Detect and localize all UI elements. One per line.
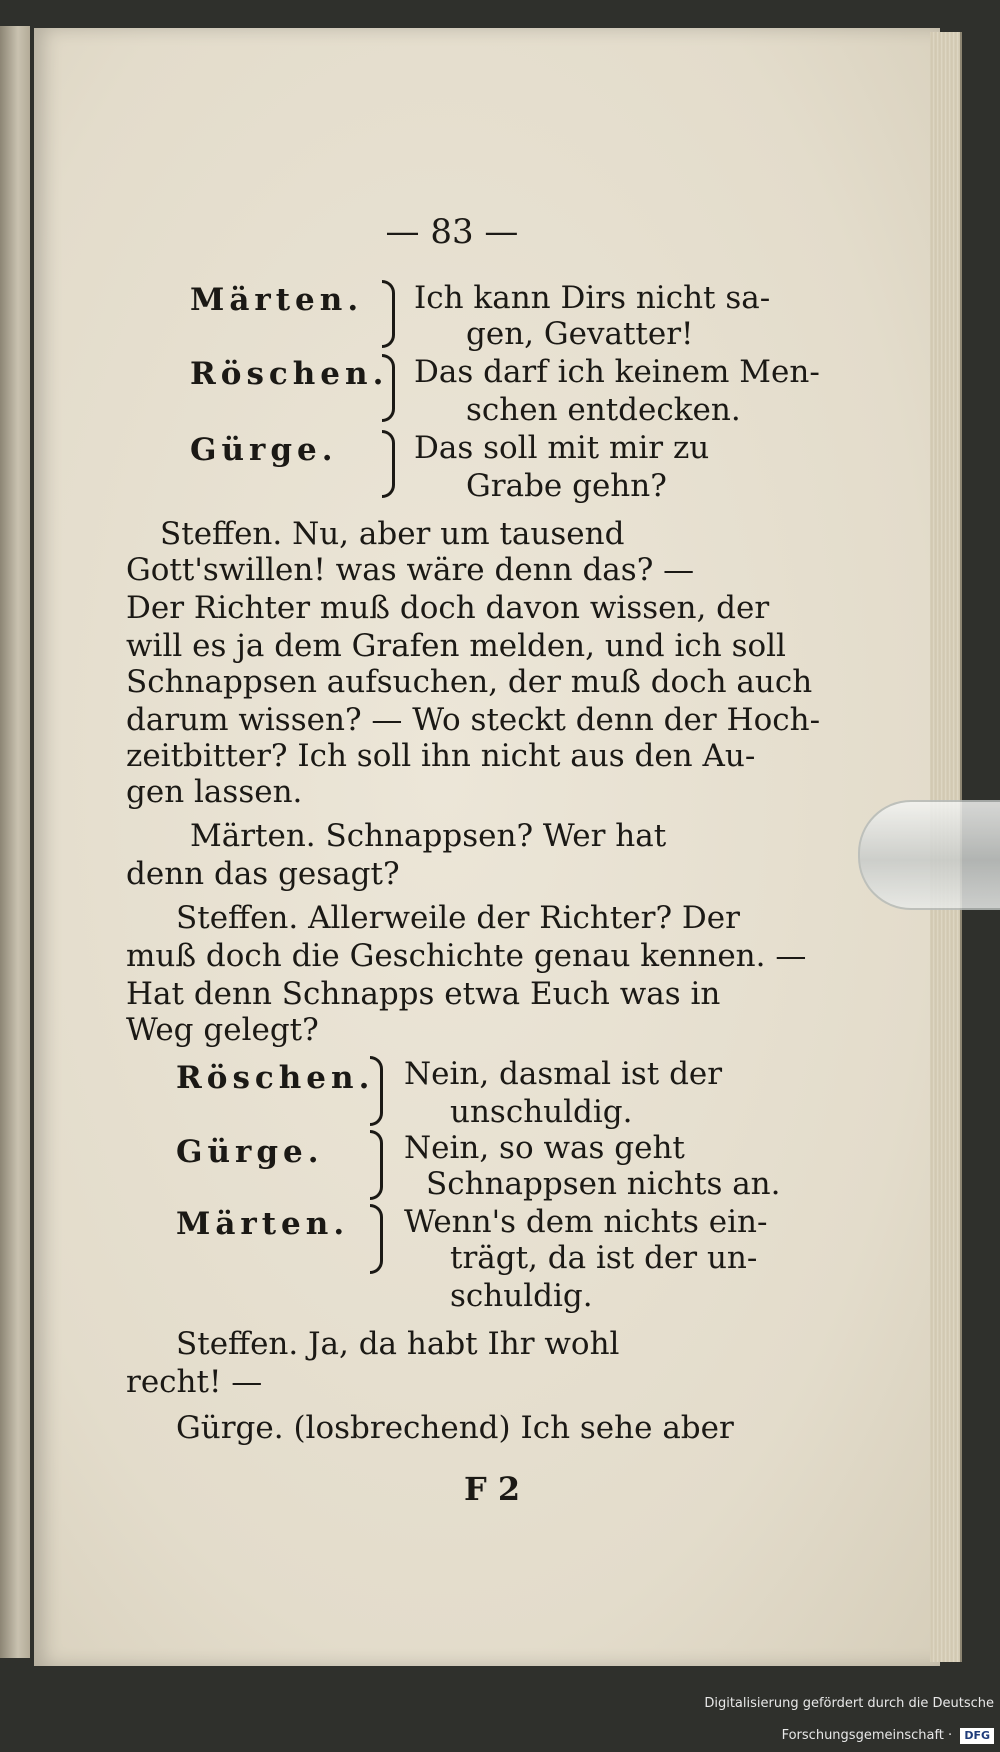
footer-text: Digitalisierung gefördert durch die Deutsche Forschungsgemeinschaft · bbox=[704, 1696, 994, 1743]
dialogue-line: zeitbitter? Ich soll ihn nicht aus den Au- bbox=[126, 738, 756, 774]
dialogue-line: darum wissen? — Wo steckt denn der Hoch- bbox=[126, 702, 821, 738]
dialogue-line: Grabe gehn? bbox=[466, 468, 667, 504]
bookmark-clip bbox=[858, 800, 1000, 910]
dialogue-line: Wenn's dem nichts ein- bbox=[404, 1204, 768, 1240]
dialogue-line: gen, Gevatter! bbox=[466, 316, 694, 352]
dialogue-line: schen entdecken. bbox=[466, 392, 741, 428]
brace bbox=[370, 1130, 383, 1200]
dialogue-line: unschuldig. bbox=[450, 1094, 633, 1130]
speaker-guerge: Gürge. bbox=[190, 432, 338, 468]
dialogue-line: Nein, so was geht bbox=[404, 1130, 685, 1166]
footer-credit bbox=[594, 1688, 1000, 1743]
dialogue-line: recht! — bbox=[126, 1364, 263, 1400]
page-number: — 83 — bbox=[385, 212, 519, 252]
brace bbox=[370, 1204, 383, 1274]
dialogue-line: Das darf ich keinem Men- bbox=[414, 354, 820, 390]
signature-mark: F 2 bbox=[464, 1470, 521, 1508]
dialogue-line: Weg gelegt? bbox=[126, 1012, 319, 1048]
dialogue-line: trägt, da ist der un- bbox=[450, 1240, 758, 1276]
brace bbox=[370, 1056, 383, 1126]
dialogue-line: Das soll mit mir zu bbox=[414, 430, 710, 466]
dialogue-line: muß doch die Geschichte genau kennen. — bbox=[126, 938, 807, 974]
brace bbox=[382, 354, 395, 422]
dialogue-line: Schnappsen nichts an. bbox=[426, 1166, 781, 1202]
dialogue-line: schuldig. bbox=[450, 1278, 593, 1314]
speaker-maerten: Märten. bbox=[190, 282, 364, 318]
speaker-guerge: Gürge. bbox=[176, 1134, 324, 1170]
dialogue-line: Steffen. Allerweile der Richter? Der bbox=[176, 900, 740, 936]
dialogue-line: gen lassen. bbox=[126, 774, 303, 810]
dialogue-line: Steffen. Nu, aber um tausend bbox=[160, 516, 625, 552]
dialogue-line: denn das gesagt? bbox=[126, 856, 400, 892]
dialogue-line: Der Richter muß doch davon wissen, der bbox=[126, 590, 770, 626]
brace bbox=[382, 430, 395, 498]
dialogue-line: Ich kann Dirs nicht sa- bbox=[414, 280, 771, 316]
speaker-maerten: Märten. bbox=[176, 1206, 350, 1242]
dialogue-line: Märten. Schnappsen? Wer hat bbox=[190, 818, 667, 854]
speaker-roeschen: Röschen. bbox=[176, 1060, 375, 1096]
dialogue-line: Gott'swillen! was wäre denn das? — bbox=[126, 552, 695, 588]
dialogue-line: Schnappsen aufsuchen, der muß doch auch bbox=[126, 664, 813, 700]
speaker-roeschen: Röschen. bbox=[190, 356, 389, 392]
dialogue-line: Nein, dasmal ist der bbox=[404, 1056, 723, 1092]
dfg-logo: DFG bbox=[960, 1728, 994, 1744]
dialogue-line: Gürge. (losbrechend) Ich sehe aber bbox=[176, 1410, 734, 1446]
dialogue-line: Hat denn Schnapps etwa Euch was in bbox=[126, 976, 721, 1012]
facing-page-edge bbox=[0, 26, 30, 1658]
brace bbox=[382, 280, 395, 348]
dialogue-line: will es ja dem Grafen melden, und ich soll bbox=[126, 628, 786, 664]
dialogue-line: Steffen. Ja, da habt Ihr wohl bbox=[176, 1326, 620, 1362]
